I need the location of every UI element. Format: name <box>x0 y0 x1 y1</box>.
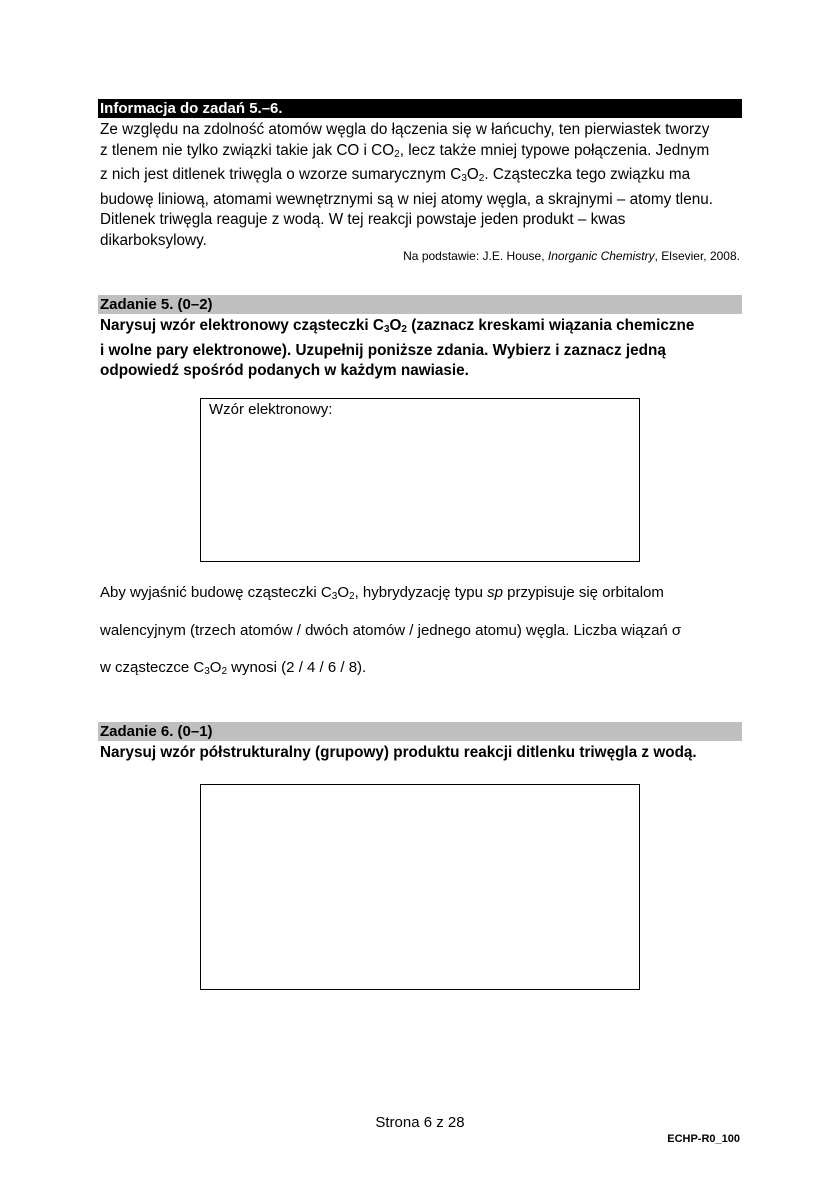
task5-sentence-2: walencyjnym (trzech atomów / dwóch atomów / jednego atomu) węgla. Liczba wiązań σ <box>100 622 682 639</box>
info-header: Informacja do zadań 5.–6. <box>100 100 283 117</box>
task5-header: Zadanie 5. (0–2) <box>100 296 213 313</box>
info-header-bar <box>98 99 742 118</box>
info-line-3: z nich jest ditlenek triwęgla o wzorze sumarycznym $C_3O_2$. Cząsteczka tego związku ma <box>100 166 691 185</box>
task5-sentence-1: Aby wyjaśnić budowę cząsteczki $C_3O_2$, hybrydyzację typu sp przypisuje się orbitalom <box>100 584 664 602</box>
source-citation: Na podstawie: J.E. House, Inorganic Chemistry, Elsevier, 2008. <box>403 249 740 263</box>
task5-instr-line-3: odpowiedź spośród podanych w każdym nawiasie. <box>100 362 469 380</box>
info-paragraph <box>100 120 740 252</box>
task5-instr-line-2: i wolne pary elektronowe). Uzupełnij poniższe zdania. Wybierz i zaznacz jedną <box>100 341 666 359</box>
info-line-6: dikarboksylowy. <box>100 231 207 249</box>
task5-answer-box[interactable] <box>200 398 640 562</box>
task5-instructions <box>100 316 740 382</box>
info-line-4: budowę liniową, atomami wewnętrznymi są w niej atomy węgla, a skrajnymi – atomy tlenu. <box>100 190 713 208</box>
task5-box-label: Wzór elektronowy: <box>209 401 333 418</box>
task5-header-bar <box>98 295 742 314</box>
task6-instr-line: Narysuj wzór półstrukturalny (grupowy) produktu reakcji ditlenku triwęgla z wodą. <box>100 744 697 761</box>
task6-header-bar <box>98 722 742 741</box>
info-line-2: z tlenem nie tylko związki takie jak CO i $CO_2$, lecz także mniej typowe połączenia. Jednym <box>100 141 710 160</box>
exam-code: ECHP-R0_100 <box>667 1133 740 1145</box>
info-line-1: Ze względu na zdolność atomów węgla do łączenia się w łańcuchy, ten pierwiastek tworzy <box>100 121 710 138</box>
task5-instr-line-1: Narysuj wzór elektronowy cząsteczki $C_3O_2$ (zaznacz kreskami wiązania chemiczne <box>100 317 695 335</box>
task5-sentence-3: w cząsteczce $C_3O_2$ wynosi (2 / 4 / 6 / 8). <box>100 659 367 677</box>
task6-header: Zadanie 6. (0–1) <box>100 723 213 740</box>
page-number: Strona 6 z 28 <box>375 1114 465 1131</box>
task6-instructions <box>100 743 740 764</box>
info-line-5: Ditlenek triwęgla reaguje z wodą. W tej reakcji powstaje jeden produkt – kwas <box>100 211 626 229</box>
task6-answer-box[interactable] <box>200 784 640 990</box>
